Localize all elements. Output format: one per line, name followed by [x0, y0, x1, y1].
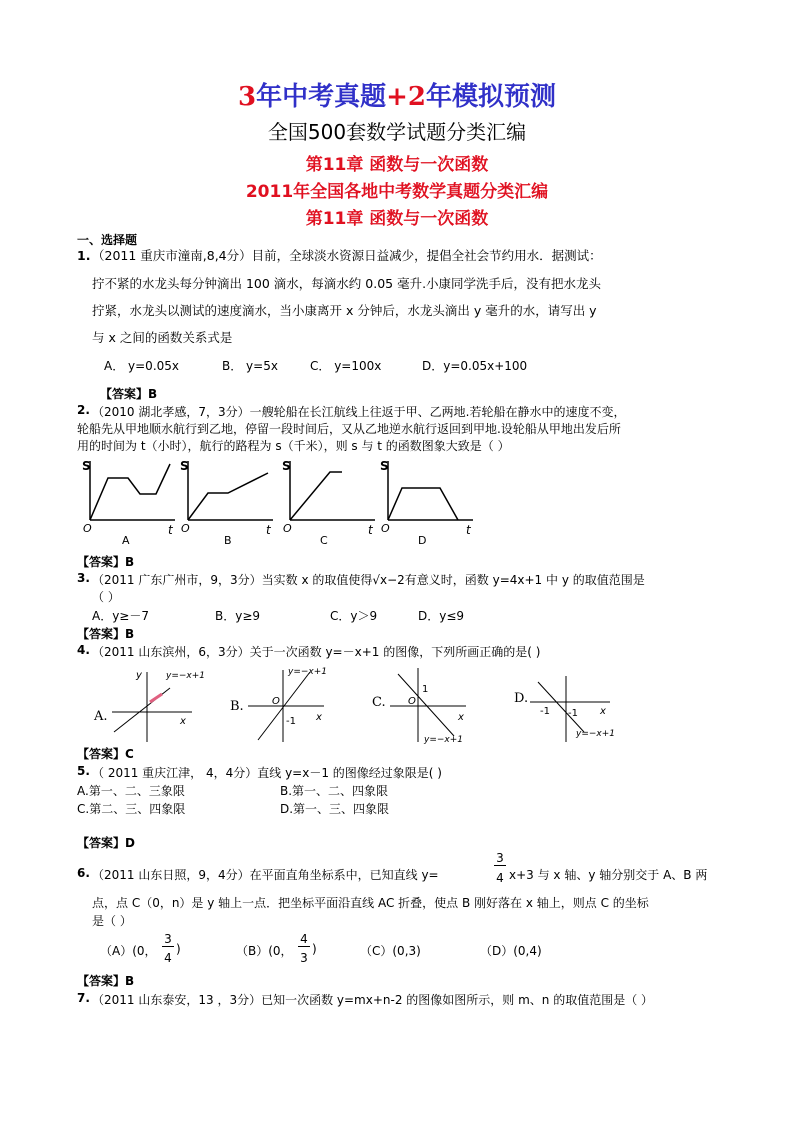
q5-option-a: A.第一、二、三象限 — [77, 784, 185, 798]
q6-line: 点，点 C（0，n）是 y 轴上一点．把坐标平面沿直线 AC 折叠，使点 B 刚好落在 x 轴上，则点 C 的坐标 — [92, 896, 649, 910]
svg-text:O: O — [272, 696, 280, 707]
svg-text:-1: -1 — [540, 706, 550, 717]
graph-label: C. — [372, 695, 386, 710]
q6-option-b: （B）(0， — [236, 944, 293, 958]
q3-option-d: D．y≤9 — [418, 609, 465, 623]
q4-graph-c — [370, 664, 480, 744]
q1-line: 与 x 之间的函数关系式是 — [92, 330, 233, 345]
q5-line: （ 2011 重庆江津， 4，4分）直线 y=x－1 的图像经过象限是( ) — [92, 766, 442, 780]
q5-option-b: B.第一、二、四象限 — [280, 784, 389, 798]
q6-frac-num: 3 — [494, 851, 506, 866]
q2-graph-a — [80, 458, 180, 548]
q1-option-c: C． y=100x — [310, 359, 382, 373]
q6-option-b-den: 3 — [300, 951, 308, 965]
q2-line: 轮船先从甲地顺水航行到乙地，停留一段时间后，又从乙地逆水航行返回到甲地.设轮船从甲地出发后所 — [77, 422, 621, 436]
graph-label: D. — [514, 691, 529, 706]
q6-number: 6. — [77, 866, 90, 880]
q2-line: （2010 湖北孝感，7，3分）一艘轮船在长江航线上往返于甲、乙两地.若轮船在静水中的速度不变， — [92, 405, 626, 419]
graph-label: B. — [230, 699, 244, 714]
q3-option-a: A．y≥－7 — [92, 609, 150, 623]
axis-s: S — [82, 459, 91, 473]
q5-answer: 【答案】D — [77, 836, 135, 850]
q6-option-c: （C）(0,3) — [360, 944, 421, 958]
origin: O — [83, 522, 92, 535]
q7-number: 7. — [77, 991, 90, 1005]
axis-t: t — [266, 523, 271, 537]
graph-label: B — [224, 534, 232, 547]
q7-line: （2011 山东泰安，13 ，3分）已知一次函数 y=mx+n-2 的图像如图所示，则 m、n 的取值范围是（ ） — [92, 993, 654, 1007]
q4-graph-d — [510, 674, 640, 744]
q5-option-d: D.第一、三、四象限 — [280, 802, 390, 816]
q6-option-d: （D）(0,4) — [480, 944, 542, 958]
q1-line: （2011 重庆市潼南,8,4分）目前，全球淡水资源日益减少，提倡全社会节约用水．据测试： — [92, 248, 602, 263]
line-label: y=−x+1 — [166, 671, 206, 681]
svg-text:x: x — [316, 712, 322, 723]
q1-answer: 【答案】B — [100, 387, 158, 401]
q6-line: x+3 与 x 轴、y 轴分别交于 A、B 两 — [509, 868, 708, 882]
svg-text:x: x — [180, 716, 186, 727]
q4-graph-b — [228, 664, 338, 744]
q4-graph-a — [92, 664, 212, 744]
q3-option-c: C．y＞9 — [330, 609, 378, 623]
q2-graph-b — [178, 458, 278, 548]
graph-label: C — [320, 534, 328, 547]
svg-text:1: 1 — [422, 684, 429, 695]
q3-answer: 【答案】B — [77, 627, 135, 641]
q6-option-b-close: ) — [312, 942, 317, 956]
q1-number: 1. — [77, 248, 91, 263]
q1-option-d: D．y=0.05x+100 — [422, 359, 528, 373]
q2-number: 2. — [77, 403, 90, 417]
axis-t: t — [368, 523, 373, 537]
chapter-heading-2: 第11章 函数与一次函数 — [305, 209, 489, 229]
q2-graph-d — [378, 458, 478, 548]
graph-label: A — [122, 534, 130, 547]
q1-line: 拧紧，水龙头以测试的速度滴水，当小康离开 x 分钟后，水龙头滴出 y 毫升的水，请写出 y — [92, 303, 597, 318]
q3-number: 3. — [77, 571, 90, 585]
q6-answer: 【答案】B — [77, 974, 135, 988]
q5-option-c: C.第二、三、四象限 — [77, 802, 186, 816]
svg-text:O: O — [408, 696, 416, 707]
chapter-heading: 第11章 函数与一次函数 — [305, 155, 489, 175]
origin: O — [181, 522, 190, 535]
q1-line: 拧不紧的水龙头每分钟滴出 100 滴水，每滴水约 0.05 毫升.小康同学洗手后，没有把水龙头 — [92, 276, 602, 291]
q6-option-a-close: ) — [176, 942, 181, 956]
axis-s: S — [380, 459, 389, 473]
q4-number: 4. — [77, 643, 90, 657]
svg-text:y: y — [136, 670, 142, 681]
q6-line: 是（ ） — [92, 914, 132, 928]
q6-option-a-den: 4 — [164, 951, 172, 965]
line-label: y=−x+1 — [424, 735, 464, 744]
q6-option-b-num: 4 — [298, 932, 310, 947]
q1-option-a: A． y=0.05x — [104, 359, 180, 373]
q6-line: （2011 山东日照，9，4分）在平面直角坐标系中，已知直线 y= — [92, 868, 439, 882]
q5-number: 5. — [77, 764, 90, 778]
q2-answer: 【答案】B — [77, 555, 135, 569]
svg-text:-1: -1 — [286, 716, 296, 727]
svg-text:-1: -1 — [568, 708, 578, 719]
section-heading: 一、选择题 — [77, 233, 138, 247]
svg-text:x: x — [458, 712, 464, 723]
q3-line: （2011 广东广州市，9，3分）当实数 x 的取值使得√x−2有意义时，函数 y=4x+1 中 y 的取值范围是 — [92, 573, 645, 587]
q6-frac-den: 4 — [496, 871, 504, 885]
subtitle: 全国500套数学试题分类汇编 — [267, 120, 527, 144]
q3-line: （ ） — [92, 590, 120, 604]
q3-option-b: B．y≥9 — [215, 609, 261, 623]
q4-answer: 【答案】C — [77, 747, 134, 761]
line-label: y=−x+1 — [576, 729, 616, 739]
q6-option-a-num: 3 — [162, 932, 174, 947]
q1-option-b: B． y=5x — [222, 359, 278, 373]
q2-line: 用的时间为 t（小时），航行的路程为 s（千米），则 s 与 t 的函数图象大致是（ ） — [77, 439, 510, 453]
axis-s: S — [180, 459, 189, 473]
graph-label: A. — [94, 709, 108, 724]
origin: O — [381, 522, 390, 535]
q2-graph-c — [280, 458, 380, 548]
collection-heading: 2011年全国各地中考数学真题分类汇编 — [245, 182, 549, 202]
axis-s: S — [282, 459, 291, 473]
origin: O — [283, 522, 292, 535]
svg-text:x: x — [600, 706, 606, 717]
axis-t: t — [168, 523, 173, 537]
graph-label: D — [418, 534, 427, 547]
q6-option-a: （A）(0， — [100, 944, 157, 958]
page-title: 3年中考真题+2年模拟预测 — [237, 82, 556, 112]
line-label: y=−x+1 — [288, 667, 328, 677]
q4-line: （2011 山东滨州，6，3分）关于一次函数 y=－x+1 的图像，下列所画正确的是( ) — [92, 645, 541, 659]
axis-t: t — [466, 523, 471, 537]
